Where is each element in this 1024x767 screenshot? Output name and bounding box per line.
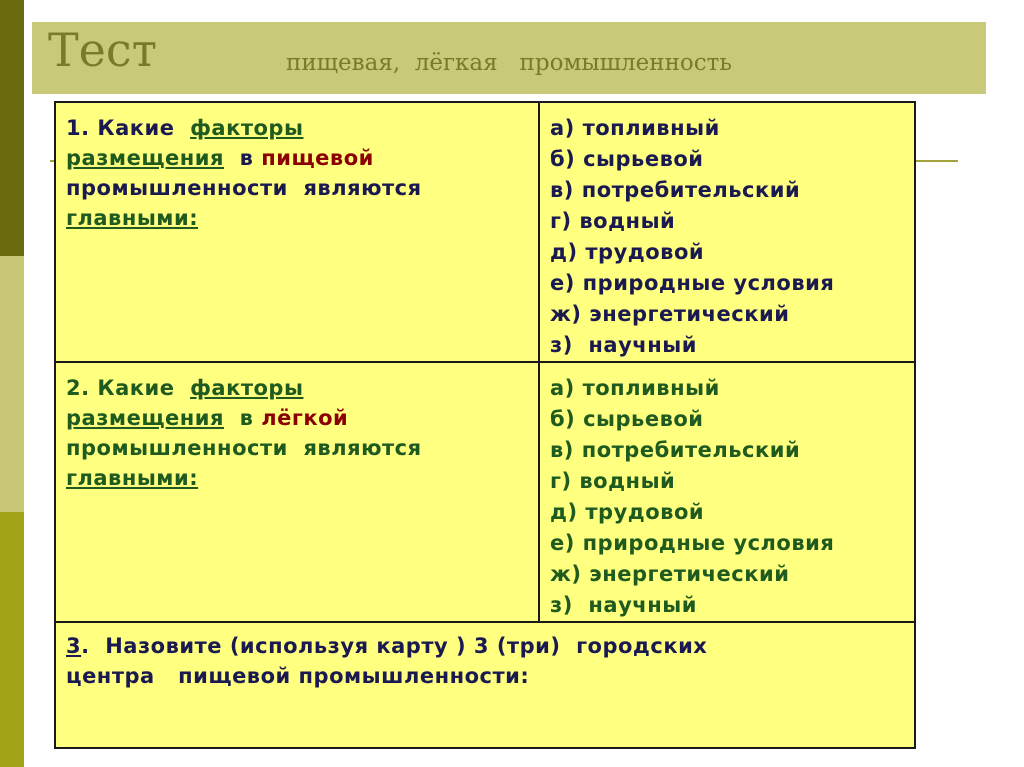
question-2-text — [56, 363, 538, 493]
question-word: Какие — [97, 116, 175, 140]
slide-subtitle: пищевая, лёгкая промышленность — [286, 50, 732, 76]
keyword-main: главными: — [66, 206, 199, 230]
question-word: промышленности являются — [66, 176, 422, 200]
question-number: 3 — [66, 634, 82, 658]
question-word: в — [239, 406, 254, 430]
answer-option: ж) энергетический — [550, 562, 790, 586]
question-word: промышленности являются — [66, 436, 422, 460]
divider-line-right — [914, 160, 958, 162]
table-row — [55, 102, 915, 362]
left-strip-mid — [0, 512, 24, 767]
table-row — [55, 622, 915, 748]
question-3-text — [56, 623, 914, 691]
keyword-placement: размещения — [66, 146, 224, 170]
answer-option: г) водный — [550, 209, 676, 233]
table-row — [55, 362, 915, 622]
question-3-cell — [55, 622, 915, 748]
answer-option: з) научный — [550, 333, 697, 357]
left-strip-dark — [0, 0, 24, 256]
answer-option: з) научный — [550, 593, 697, 617]
answer-option: ж) энергетический — [550, 302, 790, 326]
answer-option: а) топливный — [550, 376, 720, 400]
keyword-factors: факторы — [190, 116, 304, 140]
answer-option: д) трудовой — [550, 240, 705, 264]
answer-option: а) топливный — [550, 116, 720, 140]
answer-list — [540, 103, 914, 361]
quiz-table — [54, 101, 916, 749]
question-3-line-1: . Назовите (используя карту ) 3 (три) городских — [81, 634, 708, 658]
keyword-factors: факторы — [190, 376, 304, 400]
answers-cell — [539, 362, 915, 622]
answers-cell — [539, 102, 915, 362]
keyword-placement: размещения — [66, 406, 224, 430]
left-strip-light — [0, 256, 24, 512]
question-word: Какие — [97, 376, 175, 400]
question-number: 1. — [66, 116, 90, 140]
keyword-industry-type: пищевой — [261, 146, 374, 170]
question-number: 2. — [66, 376, 90, 400]
keyword-industry-type: лёгкой — [261, 406, 349, 430]
answer-option: в) потребительский — [550, 438, 801, 462]
question-word: в — [239, 146, 254, 170]
question-cell — [55, 102, 539, 362]
question-3-line-2: центра пищевой промышленности: — [66, 664, 530, 688]
question-cell — [55, 362, 539, 622]
answer-list — [540, 363, 914, 621]
answer-option: д) трудовой — [550, 500, 705, 524]
keyword-main: главными: — [66, 466, 199, 490]
answer-option: г) водный — [550, 469, 676, 493]
answer-option: е) природные условия — [550, 271, 835, 295]
answer-option: в) потребительский — [550, 178, 801, 202]
question-1-text — [56, 103, 538, 233]
answer-option: е) природные условия — [550, 531, 835, 555]
answer-option: б) сырьевой — [550, 147, 704, 171]
answer-option: б) сырьевой — [550, 407, 704, 431]
slide-title: Тест — [48, 23, 158, 77]
